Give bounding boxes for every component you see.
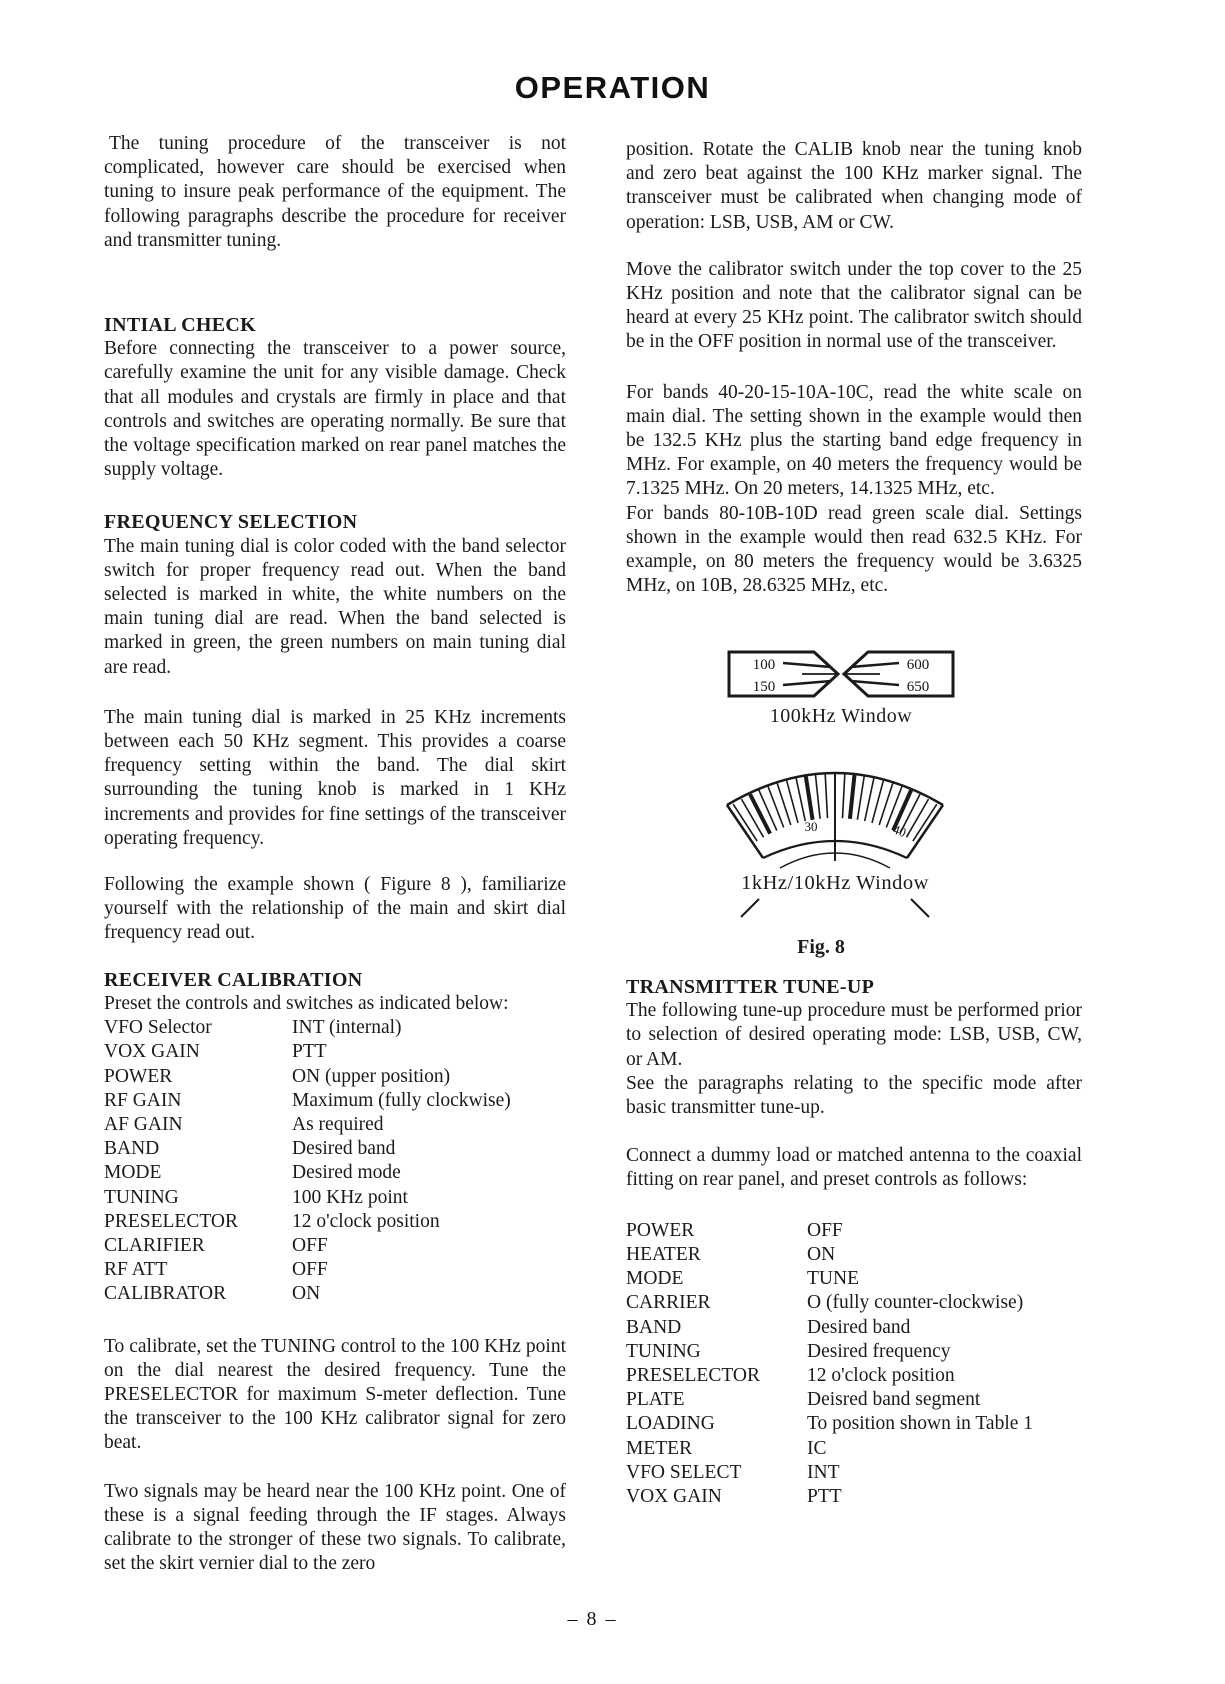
control-label: VFO Selector <box>104 1017 212 1039</box>
transmitter-settings-table <box>626 1219 1082 1509</box>
100khz-window-caption: 100kHz Window <box>769 705 913 728</box>
heading-frequency-selection: FREQUENCY SELECTION <box>104 511 358 534</box>
control-value: O (fully counter-clockwise) <box>807 1292 1024 1314</box>
green-scale-paragraph: For bands 80-10B-10D read green scale dial. Settings shown in the example would then read 632.5 KHz. For example, on 80 meters the frequency would be 3.6325 MHz, on 10B, 28.6325 MHz, etc. <box>626 502 1082 597</box>
dial-label-30: 30 <box>804 818 818 834</box>
heading-receiver-calibration: RECEIVER CALIBRATION <box>104 968 363 991</box>
table-row <box>104 1137 566 1161</box>
control-label: CALIBRATOR <box>104 1283 227 1305</box>
calibrator-switch-paragraph: Move the calibrator switch under the top cover to the 25 KHz position and note that the calibrator signal can be heard at every 25 KHz point. The calibrator switch should be in the OFF position in normal use of the transceiver. <box>626 258 1082 353</box>
table-row <box>626 1412 1082 1436</box>
transmitter-tuneup-paragraph-1: The following tune-up procedure must be performed prior to selection of desired operating mode: LSB, USB, CW, or AM. <box>626 1000 1082 1070</box>
heading-initial-check: INTIAL CHECK <box>104 314 256 337</box>
100khz-window-diagram <box>726 648 956 700</box>
dial-label-40: 40 <box>890 821 909 840</box>
control-value: Desired band <box>292 1138 396 1160</box>
table-row <box>626 1364 1082 1388</box>
table-row <box>626 1219 1082 1243</box>
table-row <box>104 1016 566 1040</box>
table-row <box>626 1340 1082 1364</box>
control-value: INT <box>807 1461 840 1483</box>
intro-paragraph: The tuning procedure of the transceiver is not complicated, however care should be exercised when tuning to insure peak performance of the equipment. The following paragraphs describe the procedure for receiver and transmitter tuning. <box>104 133 566 251</box>
control-value: 12 o'clock position <box>292 1210 440 1232</box>
table-row <box>626 1291 1082 1315</box>
page-number: – 8 – <box>567 1608 618 1630</box>
page-title: OPERATION <box>514 70 711 105</box>
control-label: RF GAIN <box>104 1089 182 1111</box>
table-row <box>104 1282 566 1306</box>
figure-number-label: Fig. 8 <box>797 935 845 958</box>
caption-leader-lines <box>725 895 945 921</box>
white-scale-value-150: 150 <box>752 679 776 696</box>
control-label: CLARIFIER <box>104 1234 205 1256</box>
receiver-settings-table <box>104 1016 566 1306</box>
control-label: VFO SELECT <box>626 1461 742 1483</box>
table-row <box>104 1186 566 1210</box>
control-value: OFF <box>292 1234 328 1256</box>
control-label: RF ATT <box>104 1259 168 1281</box>
control-value: INT (internal) <box>292 1017 402 1039</box>
white-scale-paragraph: For bands 40-20-15-10A-10C, read the white scale on main dial. The setting shown in the example would then be 132.5 KHz plus the starting band edge frequency in MHz. For example, on 40 meters the frequency would be 7.1325 MHz. On 20 meters, 14.1325 MHz, etc. <box>626 381 1082 500</box>
table-row <box>626 1485 1082 1509</box>
control-value: 100 KHz point <box>292 1186 408 1208</box>
table-row <box>626 1388 1082 1412</box>
control-value: PTT <box>807 1485 842 1507</box>
table-row <box>104 1234 566 1258</box>
transmitter-tuneup-paragraph-3: Connect a dummy load or matched antenna to the coaxial fitting on rear panel, and preset controls as follows: <box>626 1145 1082 1191</box>
control-label: VOX GAIN <box>104 1041 200 1063</box>
control-label: PRESELECTOR <box>104 1210 238 1232</box>
control-label: TUNING <box>104 1186 179 1208</box>
table-row <box>104 1258 566 1282</box>
control-value: IC <box>807 1437 827 1459</box>
dial-window-caption: 1kHz/10kHz Window <box>741 871 929 894</box>
frequency-selection-paragraph-3: Following the example shown ( Figure 8 ), familiarize yourself with the relationship of the main and skirt dial frequency read out. <box>104 874 566 944</box>
initial-check-paragraph: Before connecting the transceiver to a power source, carefully examine the unit for any visible damage. Check that all modules and crystals are firmly in place and that controls and switches are operating normally. Be sure that the voltage specification marked on rear panel matches the supply voltage. <box>104 338 566 481</box>
control-value: ON (upper position) <box>292 1065 451 1087</box>
control-value: TUNE <box>807 1268 859 1290</box>
table-row <box>626 1437 1082 1461</box>
control-label: MODE <box>626 1268 684 1290</box>
control-value: Desired mode <box>292 1162 401 1184</box>
dial-window-diagram <box>725 769 945 869</box>
transmitter-tuneup-paragraph-2: See the paragraphs relating to the specific mode after basic transmitter tune-up. <box>626 1072 1082 1119</box>
table-row <box>104 1089 566 1113</box>
control-value: To position shown in Table 1 <box>807 1413 1034 1435</box>
green-scale-value-600: 600 <box>906 657 930 674</box>
control-label: METER <box>626 1437 693 1459</box>
control-label: CARRIER <box>626 1292 711 1314</box>
green-scale-value-650: 650 <box>906 679 930 696</box>
table-row <box>626 1243 1082 1267</box>
control-label: POWER <box>104 1065 173 1087</box>
table-row <box>626 1267 1082 1291</box>
table-row <box>104 1113 566 1137</box>
table-row <box>626 1461 1082 1485</box>
control-value: Desired frequency <box>807 1340 951 1362</box>
figure-8 <box>626 648 1082 959</box>
control-value: Maximum (fully clockwise) <box>292 1089 511 1111</box>
control-label: BAND <box>626 1316 682 1338</box>
control-value: ON <box>807 1243 836 1265</box>
calibrate-paragraph-2: Two signals may be heard near the 100 KHz point. One of these is a signal feeding through the IF stages. Always calibrate to the stronger of these two signals. To calibrate, set the skirt vernier dial to the zero <box>104 1480 566 1575</box>
table-row <box>104 1040 566 1064</box>
control-value: 12 o'clock position <box>807 1364 955 1386</box>
table-row <box>626 1316 1082 1340</box>
frequency-selection-paragraph-1: The main tuning dial is color coded with the band selector switch for proper frequency read out. When the band selected is marked in white, the white numbers on the main tuning dial are read. When the band selected is marked in green, the green numbers on main tuning dial are read. <box>104 535 566 678</box>
control-value: OFF <box>292 1259 328 1281</box>
control-label: TUNING <box>626 1340 701 1362</box>
control-label: HEATER <box>626 1243 701 1265</box>
control-label: LOADING <box>626 1413 715 1435</box>
control-label: VOX GAIN <box>626 1485 722 1507</box>
control-label: AF GAIN <box>104 1113 183 1135</box>
receiver-calibration-lead: Preset the controls and switches as indicated below: <box>104 992 509 1014</box>
calibration-continued-paragraph: position. Rotate the CALIB knob near the tuning knob and zero beat against the 100 KHz marker signal. The transceiver must be calibrated when changing mode of operation: LSB, USB, AM or CW. <box>626 139 1082 233</box>
control-value: PTT <box>292 1041 327 1063</box>
control-label: BAND <box>104 1138 160 1160</box>
table-row <box>104 1161 566 1185</box>
control-label: MODE <box>104 1162 162 1184</box>
control-value: As required <box>292 1113 384 1135</box>
control-value: ON <box>292 1283 321 1305</box>
control-label: PLATE <box>626 1389 685 1411</box>
calibrate-paragraph-1: To calibrate, set the TUNING control to the 100 KHz point on the dial nearest the desired frequency. Tune the PRESELECTOR for maximum S-meter deflection. Tune the transceiver to the 100 KHz calibrator signal for zero beat. <box>104 1335 566 1454</box>
frequency-selection-paragraph-2: The main tuning dial is marked in 25 KHz increments between each 50 KHz segment. This provides a coarse frequency setting within the band. The dial skirt surrounding the tuning knob is marked in 1 KHz increments and provides for fine settings of the transceiver operating frequency. <box>104 706 566 849</box>
table-row <box>104 1065 566 1089</box>
control-label: POWER <box>626 1219 695 1241</box>
control-value: OFF <box>807 1219 843 1241</box>
right-column <box>626 132 1082 1509</box>
control-label: PRESELECTOR <box>626 1364 760 1386</box>
control-value: Desired band <box>807 1316 911 1338</box>
white-scale-value-100: 100 <box>752 657 776 674</box>
left-column <box>104 132 566 1576</box>
control-value: Deisred band segment <box>807 1389 981 1411</box>
heading-transmitter-tuneup: TRANSMITTER TUNE-UP <box>626 976 875 999</box>
table-row <box>104 1210 566 1234</box>
